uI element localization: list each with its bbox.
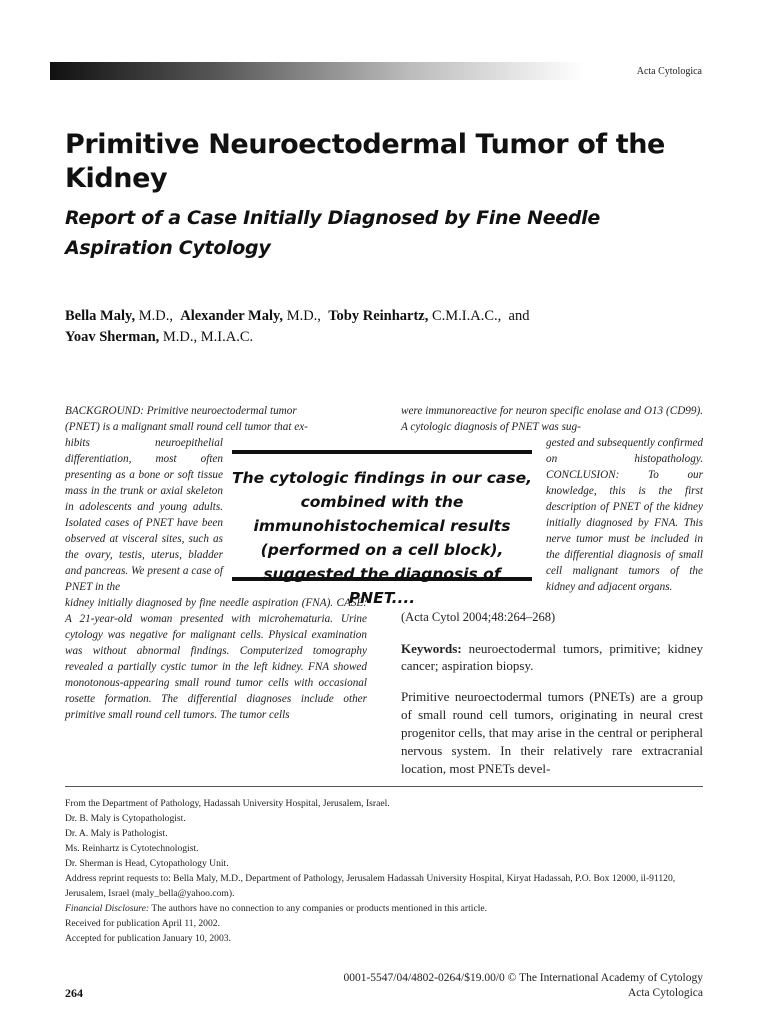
author-name: Alexander Maly,	[180, 308, 284, 324]
introduction-text: Primitive neuroectodermal tumors (PNETs) are a group of small round cell tumors, originating in neural crest progenitor cells, that may arise in the central or peripheral nervous system. In their relatively rare extracranial location, most PNETs devel-	[401, 689, 703, 776]
left-margin-rule	[50, 62, 66, 1000]
citation: (Acta Cytol 2004;48:264–268)	[401, 610, 556, 624]
footnotes	[65, 796, 705, 946]
keywords	[401, 640, 703, 674]
author-credentials: C.M.I.A.C.,	[428, 308, 502, 324]
author-credentials: M.D.,	[135, 308, 173, 324]
author-list	[65, 306, 685, 348]
author-credentials: M.D.,	[283, 308, 321, 324]
footnote-reprint: Address reprint requests to: Bella Maly, M.D., Department of Pathology, Jerusalem Hadassah University Hospital, Kiryat Hadassah, P.O. Box 12000, il-91120, Jerusalem, Israel (maly_bella@yahoo.com).	[65, 873, 676, 899]
article-title: Primitive Neuroectodermal Tumor of the Kidney	[65, 129, 665, 194]
keywords-label: Keywords:	[401, 641, 462, 656]
author-name: Bella Maly,	[65, 308, 136, 324]
footer-journal: Acta Cytologica	[627, 987, 703, 999]
footnote-affiliation: From the Department of Pathology, Hadassah University Hospital, Jerusalem, Israel.	[65, 798, 390, 809]
author-name: Yoav Sherman,	[65, 329, 160, 345]
abstract-background-line1: BACKGROUND: Primitive neuroectodermal tumor	[65, 405, 297, 417]
footnote-received: Received for publication April 11, 2002.	[65, 918, 220, 929]
footnote-role: Dr. Sherman is Head, Cytopathology Unit.	[65, 858, 229, 869]
abstract-left-narrow	[65, 435, 223, 595]
abstract-case-text: kidney initially diagnosed by fine needle aspiration (FNA). CASE: A 21-year-old woman presented with microhematuria. Urine cytology was negative for malignant cells. Physical examination was without abnormal findings. Computerized tomography revealed a partially cystic tumor in the left kidney. FNA showed monotonous-appearing small round tumor cells with occasional rosette formation. The differential diagnoses include other primitive small round cell tumors. The tumor cells	[65, 597, 367, 721]
abstract-right-narrow: gested and subsequently confirmed on histopathology. CONCLUSION: To our knowledge, this is the first description of PNET of the kidney initially diagnosed by FNA. This nerve tumor must be included in the differential diagnosis of small cell malignant tumors of the kidney and adjacent organs.	[546, 437, 703, 593]
keywords-text: neuroectodermal tumors, primitive; kidney cancer; aspiration biopsy.	[401, 641, 703, 673]
abstract-right-top: were immunoreactive for neuron specific enolase and O13 (CD99). A cytologic diagnosis of PNET was sug-	[401, 405, 703, 433]
running-header-journal: Acta Cytologica	[636, 66, 702, 77]
pull-quote-text: The cytologic findings in our case, combined with the immunohistochemical results (performed on a cell block), suggested the diagnosis of PNET....	[232, 469, 532, 607]
footnote-accepted: Accepted for publication January 10, 2003.	[65, 933, 231, 944]
abstract-background-continued: hibits neuroepithelial differentiation, most often presenting as a bone or soft tissue mass in the trunk or axial skeleton in adolescents and young adults. Isolated cases of PNET have been observed at visceral sites, such as the ovary, testis, uterus, bladder and pancreas. We present a case of PNET in the	[65, 437, 223, 593]
pull-quote	[232, 450, 532, 607]
author-name: Toby Reinhartz,	[328, 308, 429, 324]
footnote-disclosure	[65, 901, 705, 916]
footer-copyright: 0001-5547/04/4802-0264/$19.00/0 © The International Academy of Cytology	[343, 972, 703, 984]
abstract-left-column	[65, 403, 367, 435]
footnote-divider	[65, 786, 703, 787]
author-credentials: M.D., M.I.A.C.	[159, 329, 254, 345]
article-subtitle: Report of a Case Initially Diagnosed by Fine Needle Aspiration Cytology	[65, 207, 600, 259]
disclosure-text: The authors have no connection to any companies or products mentioned in this article.	[149, 903, 488, 914]
footer-right	[343, 971, 703, 1001]
footnote-role: Dr. B. Maly is Cytopathologist.	[65, 813, 186, 824]
footnote-role: Ms. Reinhartz is Cytotechnologist.	[65, 843, 199, 854]
author-conjunction: and	[508, 308, 530, 324]
abstract-background-text	[65, 403, 367, 435]
abstract-background-line2: (PNET) is a malignant small round cell tumor that ex-	[65, 421, 308, 433]
header-gradient-bar	[50, 62, 702, 80]
footnote-role: Dr. A. Maly is Pathologist.	[65, 828, 168, 839]
disclosure-label: Financial Disclosure:	[65, 903, 150, 914]
page-number: 264	[65, 986, 83, 1000]
